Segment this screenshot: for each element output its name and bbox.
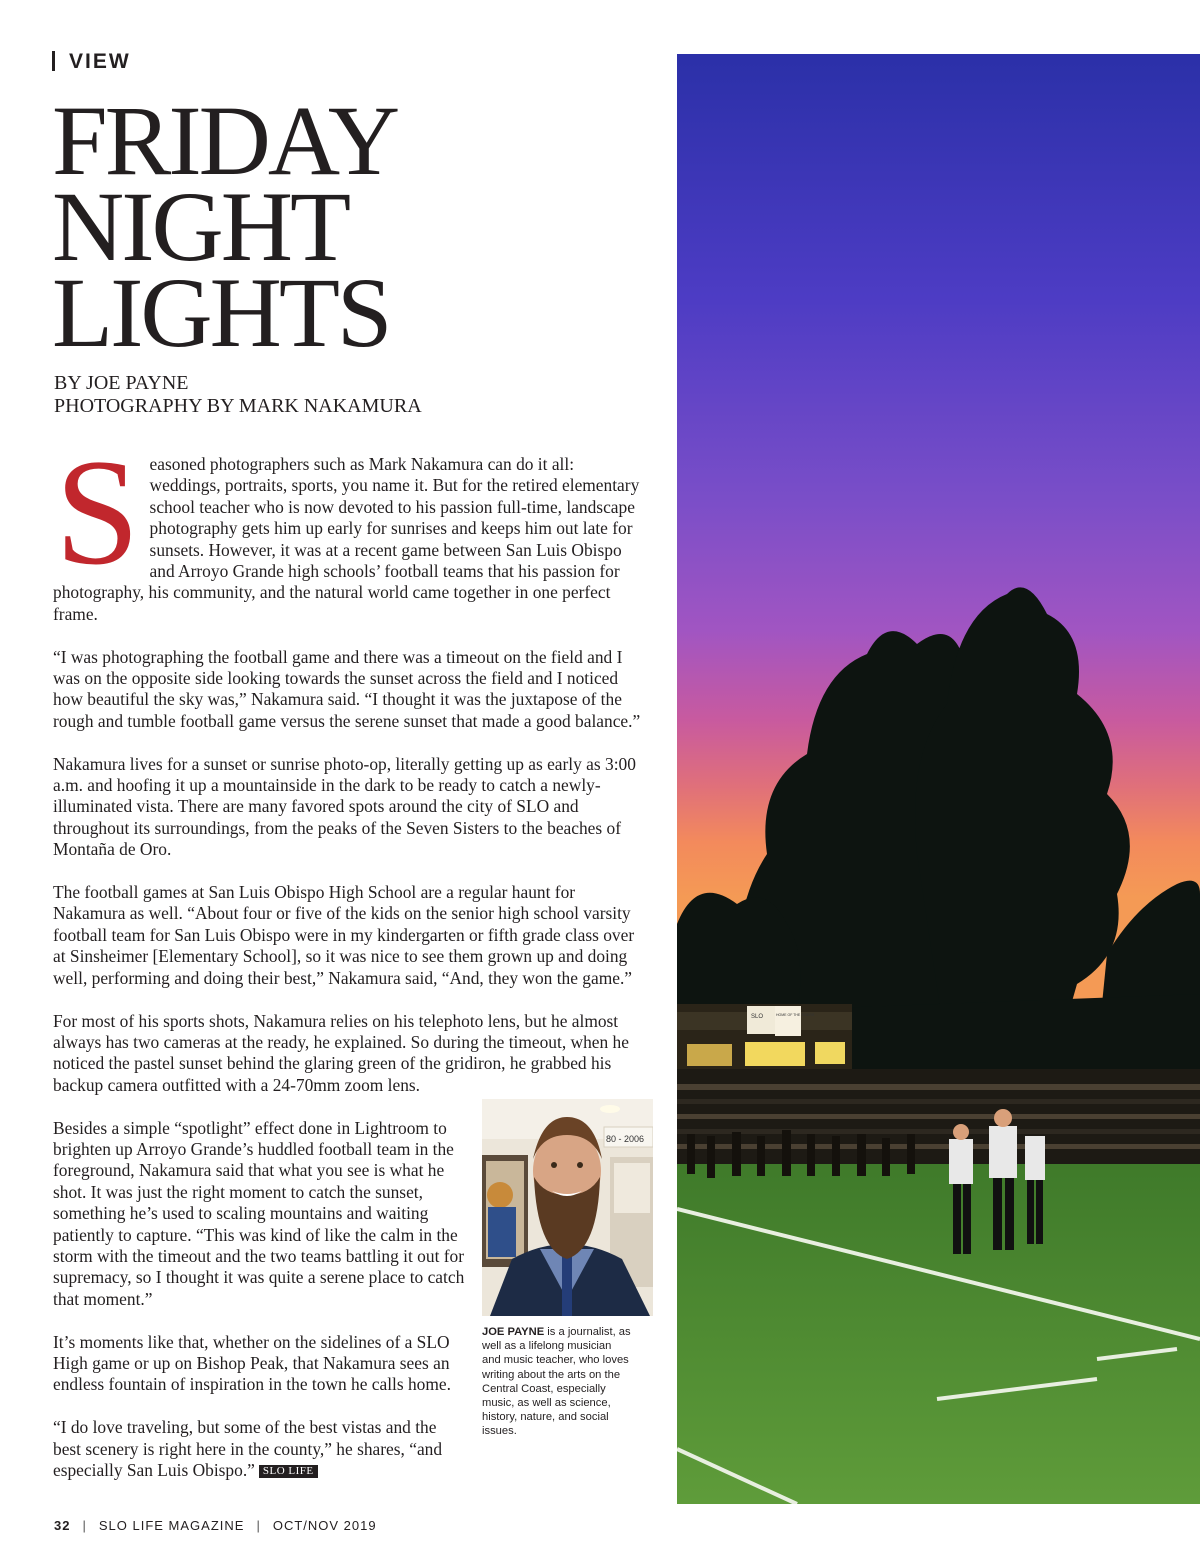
photo-sign-tigers: HOME OF THE TIGERS — [776, 1013, 815, 1017]
page-number: 32 — [54, 1518, 71, 1533]
paragraph-7: It’s moments like that, whether on the sidelines of a SLO High game or up on Bishop Peak, that Nakamura sees an endless fountain of inspiration in the town he calls home. — [53, 1331, 451, 1395]
footer-issue-date: OCT/NOV 2019 — [272, 1518, 377, 1533]
paragraph-8 — [53, 1417, 465, 1481]
section-divider — [52, 51, 55, 71]
paragraph-3: Nakamura lives for a sunset or sunrise photo-op, literally getting up as early as 3:00 a.m. and hoofing it up a mountainside in the dark to be ready to catch a newly-illuminated vista. There are many favored spots around the city of SLO and throughout its surroundings, from the peaks of the Seven Sisters to the beaches of Montaña de Oro. — [53, 753, 636, 860]
page-footer — [54, 1518, 377, 1533]
paragraph-5: For most of his sports shots, Nakamura relies on his telephoto lens, but he almost always has two cameras at the ready, he explained. So during the timeout, when he noticed the pastel sunset behind the glaring green of the gridiron, he grabbed his backup camera outfitted with a 24-70mm zoom lens. — [53, 1010, 629, 1095]
section-label — [52, 50, 131, 74]
hero-photo — [677, 54, 1200, 1504]
paragraph-1-text: easoned photographers such as Mark Nakamura can do it all: weddings, portraits, sports, you name it. But for the retired elementary school teacher who is now devoted to his passion full-time, landscape photography gets him up early for sunrises and keeps him out late for sunsets. However, it was at a recent game between San Luis Obispo and Arroyo Grande high schools’ football teams that his passion for photography, his community, and the natural world came together in one perfect frame. — [53, 454, 640, 624]
author-bio — [482, 1325, 632, 1439]
end-mark-badge: SLO LIFE — [259, 1465, 318, 1478]
author-bio-text: is a journalist, as well as a lifelong musician and music teacher, who loves writing about the arts on the Central Coast, especially music, as well as science, history, nature, and social issues. — [482, 1326, 631, 1438]
paragraph-4: The football games at San Luis Obispo High School are a regular haunt for Nakamura as well. “About four or five of the kids on the senior high school varsity football team for San Luis Obispo were in my kindergarten or fifth grade class over at Sinsheimer [Elementary School], so it was nice to see them grown up and doing well, performing and doing their best,” Nakamura said, “And, they won the game.” — [53, 882, 635, 988]
sunset-football-field-illustration — [677, 54, 1200, 1504]
headline-line-1: FRIDAY — [52, 85, 398, 196]
author-bio-name: JOE PAYNE — [482, 1326, 545, 1338]
footer-magazine-name: SLO LIFE MAGAZINE — [98, 1518, 245, 1533]
footer-separator-2: | — [256, 1518, 261, 1533]
headline — [52, 85, 398, 368]
paragraph-1 — [53, 428, 649, 625]
author-photo — [482, 1099, 653, 1316]
drop-cap: S — [55, 428, 140, 596]
headline-line-2: NIGHT — [52, 171, 349, 282]
author-portrait-illustration — [482, 1099, 653, 1316]
paragraph-8-text: “I do love traveling, but some of the best vistas and the best scenery is right here in the county,” he shares, “and especially San Luis Obispo.” — [53, 1417, 443, 1480]
section-label-text: VIEW — [69, 50, 131, 73]
footer-separator-1: | — [82, 1518, 87, 1533]
paragraph-2: “I was photographing the football game and there was a timeout on the field and I was on the opposite side looking towards the sunset across the field and I noticed how beautiful the sky was,” Nakamura said. “I thought it was the juxtapose of the rough and tumble football game versus the serene sunset that made a good balance.” — [53, 646, 641, 731]
photo-sign-slo: SLO — [751, 1014, 764, 1020]
byline — [54, 372, 422, 418]
paragraph-6: Besides a simple “spotlight” effect done in Lightroom to brighten up Arroyo Grande’s huddled football team in the foreground, Nakamura said that what you see is what he shot. It was just the right moment to catch the sunset, something he’s used to scaling mountains and waiting patiently to capture. “This was kind of like the calm in the storm with the timeout and the two teams battling it out for supremacy, so I thought it was quite a serene place to catch that moment.” — [53, 1117, 465, 1309]
byline-photographer: PHOTOGRAPHY BY MARK NAKAMURA — [54, 395, 422, 417]
headline-line-3: LIGHTS — [52, 257, 390, 368]
photo-banner-text: 80 - 2006 — [606, 1134, 645, 1144]
byline-author: BY JOE PAYNE — [54, 372, 189, 394]
